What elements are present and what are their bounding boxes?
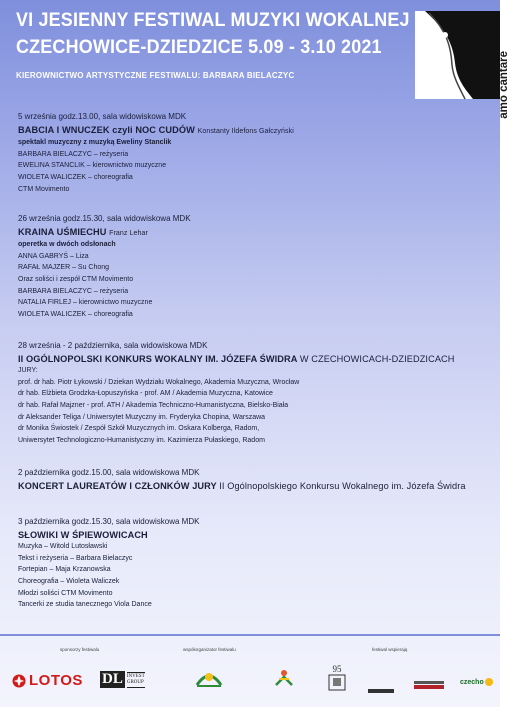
- artistic-direction-subtitle: KIEROWNICTWO ARTYSTYCZNE FESTIWALU: BARBARA BIELACZYC: [16, 71, 295, 80]
- jury-member: Uniwersytet Technologiczno-Humanistyczny im. Kazimierza Pułaskiego, Radom: [18, 436, 265, 444]
- event-2: [18, 213, 191, 320]
- coorganizer-logo: [194, 667, 224, 694]
- event-5-title: SŁOWIKI W ŚPIEWOWICACH: [18, 529, 148, 540]
- event-2-subtitle: operetka w dwóch odsłonach: [18, 241, 116, 249]
- footer-divider: [0, 634, 500, 636]
- czecho-dot-icon: [485, 678, 493, 686]
- event-1-line: EWELINA STANCLIK – kierownictwo muzyczne: [18, 162, 167, 170]
- jury-member: dr Monika Świostek / Zespół Szkół Muzycznych im. Oskara Kolberga, Radom,: [18, 425, 260, 433]
- jury-member: dr hab. Rafał Majzner - prof. ATH / Akademia Techniczno-Humanistyczna, Bielsko-Biała: [18, 401, 289, 409]
- event-2-line: NATALIA FIRLEJ – kierownictwo muzyczne: [18, 299, 153, 307]
- support-logo-sanitas: [368, 681, 394, 699]
- event-4-date: 2 października godz.15.00, sala widowiskowa MDK: [18, 468, 200, 477]
- event-3-date: 28 września - 2 października, sala widowiskowa MDK: [18, 341, 208, 350]
- poster-title-line-1: VI JESIENNY FESTIWAL MUZYKI WOKALNEJ: [16, 9, 410, 31]
- event-1-author: Konstanty Ildefons Gałczyński: [197, 127, 294, 135]
- event-4-title-text: KONCERT LAUREATÓW I CZŁONKÓW JURY: [18, 480, 217, 491]
- event-3-location: W CZECHOWICACH-DZIEDZICACH: [299, 353, 455, 364]
- event-2-line: ANNA GABRYŚ – Liza: [18, 252, 89, 260]
- jury-member: prof. dr hab. Piotr Łykowski / Dziekan Wydziału Wokalnego, Akademia Muzyczna, Wrocław: [18, 378, 300, 386]
- support-logo-1: [272, 669, 296, 692]
- jury-label: JURY:: [18, 367, 38, 375]
- event-2-line: WIOLETA WALICZEK – choreografia: [18, 310, 133, 318]
- czecho-logo: [460, 678, 493, 686]
- lotos-flower-icon: [12, 674, 26, 688]
- amo-cantare-logo: [415, 11, 510, 119]
- event-1-subtitle: spektakl muzyczny z muzyką Eweliny Stanclik: [18, 139, 172, 147]
- figure-icon: [272, 669, 296, 687]
- dl-invest-group-logo: [100, 671, 145, 688]
- czecho-wordmark: czecho: [460, 678, 484, 686]
- poster-title-line-2: CZECHOWICE-DZIEDZICE 5.09 - 3.10 2021: [16, 36, 382, 58]
- dl-invest-text: [127, 672, 145, 688]
- event-2-title: [18, 227, 191, 240]
- event-3-title: [18, 354, 455, 366]
- event-2-line: Oraz soliści i zespół CTM Movimento: [18, 275, 134, 283]
- singer-portrait-icon: [415, 11, 500, 99]
- dl-mark: DL: [102, 671, 123, 687]
- event-1-title-text: BABCIA I WNUCZEK czyli NOC CUDÓW: [18, 124, 195, 135]
- event-3-title-text: II OGÓLNOPOLSKI KONKURS WOKALNY IM. JÓZEFA ŚWIDRA: [18, 353, 298, 364]
- dl-text-2: GROUP: [126, 679, 144, 685]
- lotos-logo: [12, 672, 83, 689]
- amo-cantare-logo-text: amo cantare: [498, 51, 510, 119]
- event-1-title: [18, 125, 294, 138]
- support-logo-95: [326, 664, 348, 697]
- event-2-line: BARBARA BIELACZYC – reżyseria: [18, 287, 129, 295]
- lotos-wordmark: LOTOS: [29, 672, 83, 689]
- czechowicka-wordmark-icon: [414, 681, 444, 690]
- event-1-line: BARBARA BIELACZYC – reżyseria: [18, 150, 129, 158]
- event-1-line: CTM Movimento: [18, 185, 70, 193]
- event-4-title-suffix: II Ogólnopolskiego Konkursu Wokalnego im. Józefa Świdra: [219, 480, 466, 491]
- dl-text-1: INVEST: [126, 673, 145, 679]
- event-4-title: [18, 481, 466, 493]
- event-5-line: Tancerki ze studia tanecznego Viola Dance: [18, 601, 152, 609]
- event-5-line: Choreografia – Wioleta Waliczek: [18, 577, 120, 585]
- sun-arc-icon: [194, 667, 224, 689]
- badge-95: 95: [332, 664, 342, 674]
- jury-member: dr hab. Elżbieta Grodzka-Łopuszyńska - prof. AM / Akademia Muzyczna, Katowice: [18, 390, 273, 398]
- sponsors-label: sponsorzy festiwalu: [60, 647, 100, 652]
- event-2-title-text: KRAINA UŚMIECHU: [18, 226, 107, 237]
- sanitas-wordmark-icon: [368, 688, 394, 694]
- support-label: festiwal wspierają: [372, 647, 408, 652]
- event-1-line: WIOLETA WALICZEK – choreografia: [18, 173, 133, 181]
- event-5-line: Tekst i reżyseria – Barbara Bielaczyc: [18, 554, 133, 562]
- event-2-date: 26 września godz.15.30, sala widowiskowa MDK: [18, 214, 191, 223]
- event-3: [18, 340, 455, 446]
- event-1-date: 5 września godz.13.00, sala widowiskowa MDK: [18, 112, 187, 121]
- coorganizer-label: współorganizator festiwalu: [183, 647, 236, 652]
- jury-member: dr Aleksander Teliga / Uniwersytet Muzyczny im. Fryderyka Chopina, Warszawa: [18, 413, 266, 421]
- emblem-icon: [326, 674, 348, 692]
- event-2-line: RAFAŁ MAJZER – Su Chong: [18, 264, 110, 272]
- event-5-line: Muzyka – Witold Lutosławski: [18, 543, 108, 551]
- event-5-line: Młodzi soliści CTM Movimento: [18, 589, 113, 597]
- event-5: [18, 516, 199, 611]
- event-2-author: Franz Lehar: [109, 229, 148, 237]
- event-5-date: 3 października godz.15.30, sala widowiskowa MDK: [18, 517, 200, 526]
- event-1: [18, 111, 294, 195]
- event-5-line: Fortepian – Maja Krzanowska: [18, 566, 111, 574]
- event-4: [18, 467, 466, 492]
- support-logo-czechowicka: [414, 677, 444, 695]
